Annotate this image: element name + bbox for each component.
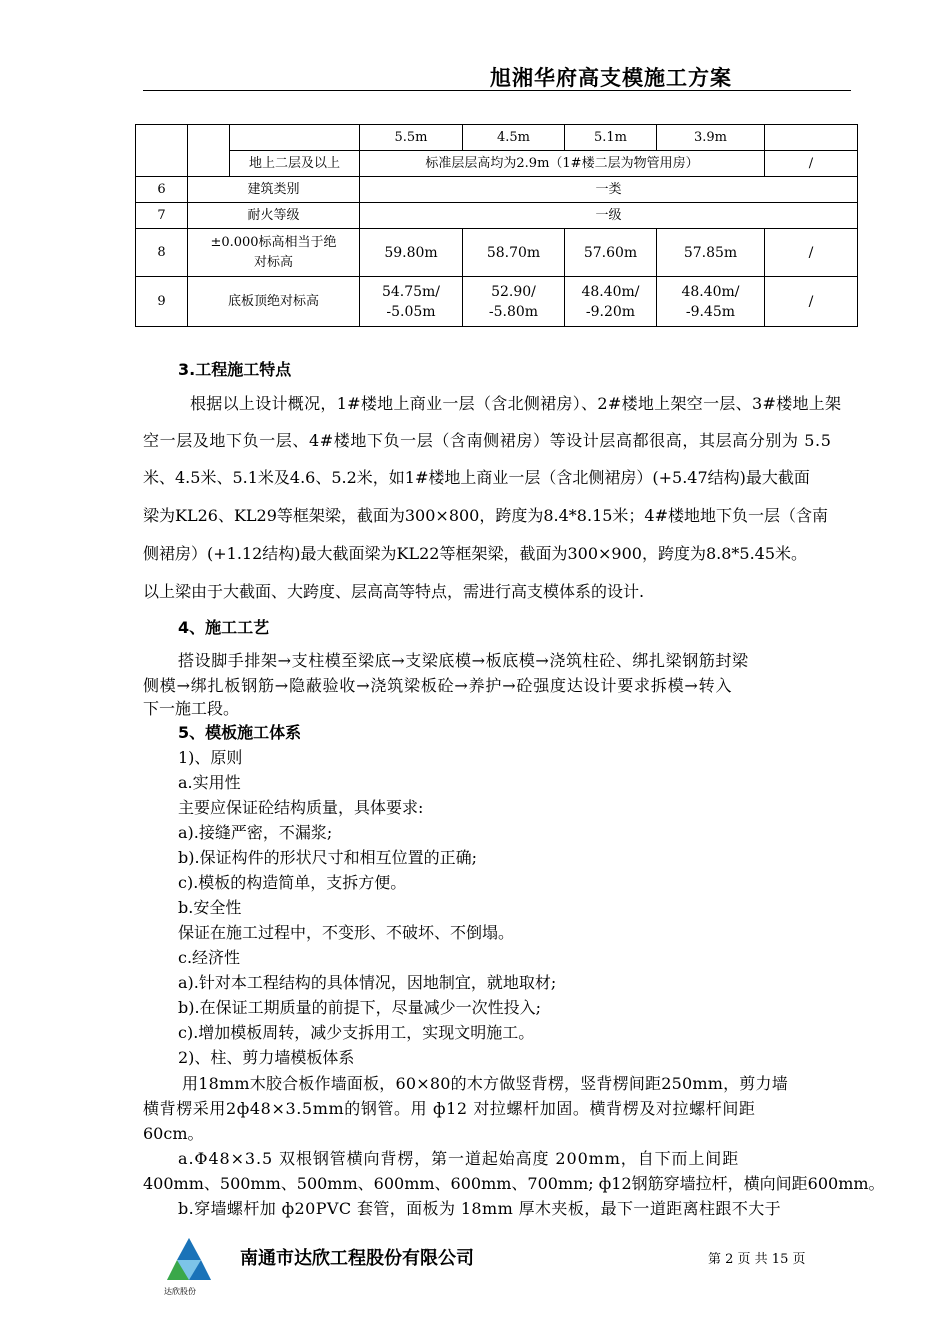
list-item: a.实用性 bbox=[178, 773, 241, 792]
table-cell: / bbox=[765, 151, 858, 177]
table-cell: 7 bbox=[136, 203, 188, 229]
section-4-heading: 4、施工工艺 bbox=[178, 618, 270, 637]
table-row bbox=[136, 177, 858, 203]
table-cell: 4.5m bbox=[463, 125, 565, 151]
table-cell: 57.85m bbox=[657, 229, 765, 277]
paragraph-line: 60cm。 bbox=[143, 1124, 204, 1143]
cell-line: -5.80m bbox=[488, 303, 539, 320]
paragraph-line: 下一施工段。 bbox=[143, 699, 240, 718]
paragraph-line: 搭设脚手排架→支柱模至梁底→支梁底模→板底模→浇筑柱砼、绑扎梁钢筋封梁 bbox=[178, 651, 749, 670]
section-3-heading: 3.工程施工特点 bbox=[178, 360, 292, 379]
list-item: a).针对本工程结构的具体情况，因地制宜，就地取材; bbox=[178, 973, 557, 992]
cell-line: 54.75m/ bbox=[381, 283, 441, 300]
list-item: c.经济性 bbox=[178, 948, 241, 967]
list-item: a).接缝严密，不漏浆; bbox=[178, 823, 333, 842]
list-item: 主要应保证砼结构质量，具体要求: bbox=[178, 798, 424, 817]
table-cell bbox=[360, 277, 463, 327]
table-cell: 5.5m bbox=[360, 125, 463, 151]
section-5-heading: 5、模板施工体系 bbox=[178, 723, 302, 742]
list-item: b).在保证工期质量的前提下，尽量减少一次性投入; bbox=[178, 998, 541, 1017]
cell-line: 48.40m/ bbox=[581, 283, 640, 300]
table-cell bbox=[230, 125, 360, 151]
table-row bbox=[136, 125, 858, 151]
cell-line: 对标高 bbox=[253, 254, 293, 270]
list-item: c).增加模板周转，减少支拆用工，实现文明施工。 bbox=[178, 1023, 535, 1042]
table-cell: 58.70m bbox=[463, 229, 565, 277]
table-cell: 标准层层高均为2.9m（1#楼二层为物管用房） bbox=[360, 151, 765, 177]
table-row bbox=[136, 229, 858, 277]
table-cell: 底板顶绝对标高 bbox=[188, 277, 360, 327]
table-cell: 3.9m bbox=[657, 125, 765, 151]
list-item: b.安全性 bbox=[178, 898, 242, 917]
table-cell: 9 bbox=[136, 277, 188, 327]
paragraph-line: 梁为KL26、KL29等框架梁，截面为300×800，跨度为8.4*8.15米；4#楼地地下负一层（含南 bbox=[143, 506, 829, 525]
table-cell bbox=[657, 277, 765, 327]
company-name: 南通市达欣工程股份有限公司 bbox=[240, 1248, 474, 1269]
table-row bbox=[136, 203, 858, 229]
paragraph-line: 根据以上设计概况，1#楼地上商业一层（含北侧裙房）、2#楼地上架空一层、3#楼地上架 bbox=[190, 394, 842, 413]
cell-line: -9.20m bbox=[585, 303, 636, 320]
table-cell bbox=[765, 125, 858, 151]
page-number: 第 2 页 共 15 页 bbox=[708, 1252, 806, 1267]
cell-line: 48.40m/ bbox=[681, 283, 740, 300]
list-item: 保证在施工过程中，不变形、不破坏、不倒塌。 bbox=[178, 923, 515, 942]
table-cell: 5.1m bbox=[565, 125, 657, 151]
table-cell: 地上二层及以上 bbox=[230, 151, 360, 177]
paragraph-line: 空一层及地下负一层、4#楼地下负一层（含南侧裙房）等设计层高都很高，其层高分别为 5.5 bbox=[143, 431, 832, 450]
table-cell: 一类 bbox=[360, 177, 858, 203]
list-item: b).保证构件的形状尺寸和相互位置的正确; bbox=[178, 848, 477, 867]
cell-line: 52.90/ bbox=[491, 283, 536, 300]
paragraph-line: 横背楞采用2ф48×3.5mm的钢管。用 ф12 对拉螺杆加固。横背楞及对拉螺杆间距 bbox=[143, 1099, 756, 1118]
cell-line: -9.45m bbox=[685, 303, 736, 320]
paragraph-line: a.Φ48×3.5 双根钢管横向背楞，第一道起始高度 200mm，自下而上间距 bbox=[178, 1149, 740, 1168]
table-cell: / bbox=[765, 229, 858, 277]
header-divider bbox=[143, 90, 851, 91]
paragraph-line: 400mm、500mm、500mm、600mm、600mm、700mm; ф12钢筋穿墙拉杆，横向间距600mm。 bbox=[143, 1174, 885, 1193]
paragraph-line: b.穿墙螺杆加 ф20PVC 套管，面板为 18mm 厚木夹板，最下一道距离柱跟不大于 bbox=[178, 1199, 782, 1218]
table-cell bbox=[565, 277, 657, 327]
company-logo-icon bbox=[165, 1236, 213, 1284]
table-cell bbox=[188, 125, 230, 177]
paragraph-line: 以上梁由于大截面、大跨度、层高高等特点，需进行高支模体系的设计. bbox=[143, 582, 645, 601]
table-cell: 59.80m bbox=[360, 229, 463, 277]
table-cell: 建筑类别 bbox=[188, 177, 360, 203]
table-cell: 一级 bbox=[360, 203, 858, 229]
paragraph-line: 米、4.5米、5.1米及4.6、5.2米，如1#楼地上商业一层（含北侧裙房）(+5.47结构)最大截面 bbox=[143, 468, 810, 487]
table-cell bbox=[463, 277, 565, 327]
list-item: 1)、原则 bbox=[178, 748, 243, 767]
project-overview-table bbox=[135, 124, 858, 327]
table-cell: 57.60m bbox=[565, 229, 657, 277]
table-cell: 6 bbox=[136, 177, 188, 203]
table-cell: / bbox=[765, 277, 858, 327]
list-item: 2)、柱、剪力墙模板体系 bbox=[178, 1048, 355, 1067]
table-cell: 耐火等级 bbox=[188, 203, 360, 229]
table-cell bbox=[188, 229, 360, 277]
table-cell bbox=[136, 125, 188, 177]
list-item: c).模板的构造简单，支拆方便。 bbox=[178, 873, 407, 892]
table-row bbox=[136, 151, 858, 177]
paragraph-line: 侧裙房）(+1.12结构)最大截面梁为KL22等框架梁，截面为300×900，跨度为8.8*5.45米。 bbox=[143, 544, 808, 563]
paragraph-line: 用18mm木胶合板作墙面板，60×80的木方做竖背楞，竖背楞间距250mm，剪力墙 bbox=[182, 1074, 788, 1093]
logo-text: 达欣股份 bbox=[164, 1287, 196, 1296]
cell-line: ±0.000标高相当于绝 bbox=[210, 234, 337, 250]
document-header-title: 旭湘华府高支模施工方案 bbox=[490, 66, 732, 90]
table-row bbox=[136, 277, 858, 327]
cell-line: -5.05m bbox=[386, 303, 436, 320]
table-cell: 8 bbox=[136, 229, 188, 277]
paragraph-line: 侧模→绑扎板钢筋→隐蔽验收→浇筑梁板砼→养护→砼强度达设计要求拆模→转入 bbox=[143, 676, 733, 695]
